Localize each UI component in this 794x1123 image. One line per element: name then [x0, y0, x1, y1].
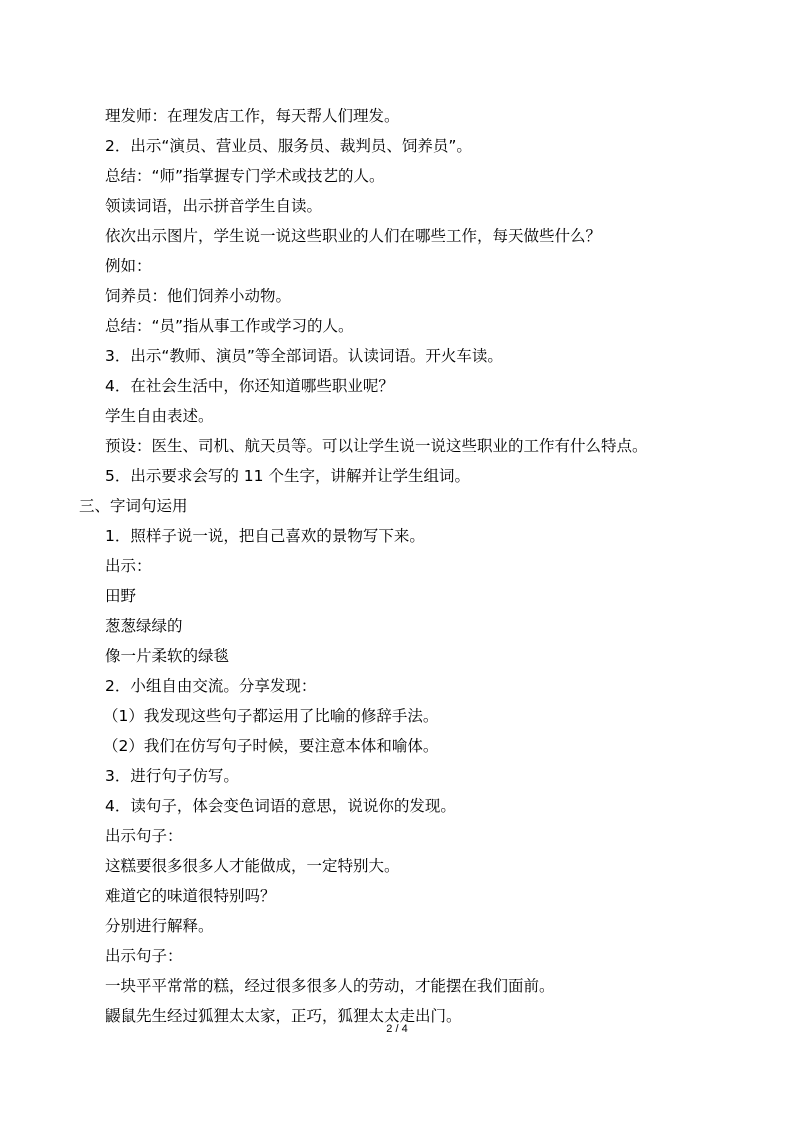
document-body	[0, 103, 794, 1033]
body-line: 出示句子：	[105, 827, 183, 845]
numbered-item: 2．小组自由交流。分享发现：	[105, 677, 317, 695]
numbered-item: 4．读句子，体会变色词语的意思，说说你的发现。	[105, 797, 456, 815]
body-line: 鼹鼠先生经过狐狸太太家，正巧，狐狸太太走出门。	[105, 1007, 462, 1025]
body-line: 这糕要很多很多人才能做成，一定特别大。	[105, 857, 400, 875]
page-number: 2 / 4	[386, 1023, 408, 1035]
body-line: 理发师：在理发店工作，每天帮人们理发。	[105, 107, 400, 125]
numbered-item: 4．在社会生活中，你还知道哪些职业呢？	[105, 377, 394, 395]
numbered-item: 2．出示“演员、营业员、服务员、裁判员、饲养员”。	[105, 137, 472, 155]
body-line: 依次出示图片，学生说一说这些职业的人们在哪些工作，每天做些什么？	[105, 227, 602, 245]
body-line: 总结：“员”指从事工作或学习的人。	[105, 317, 354, 335]
section-heading: 三、字词句运用	[79, 497, 188, 515]
body-line: 田野	[105, 587, 137, 605]
body-line: 饲养员：他们饲养小动物。	[105, 287, 292, 305]
body-line: 领读词语，出示拼音学生自读。	[105, 197, 323, 215]
body-line: 预设：医生、司机、航天员等。可以让学生说一说这些职业的工作有什么特点。	[105, 437, 648, 455]
body-line: 葱葱绿绿的	[105, 617, 183, 635]
body-line: 难道它的味道很特别吗？	[105, 887, 276, 905]
numbered-item: 1．照样子说一说，把自己喜欢的景物写下来。	[105, 527, 425, 545]
body-line: 出示句子：	[105, 947, 183, 965]
numbered-item: 5．出示要求会写的 11 个生字，讲解并让学生组词。	[105, 467, 470, 485]
body-line: 分别进行解释。	[105, 917, 214, 935]
body-line: 像一片柔软的绿毯	[105, 647, 230, 665]
sub-item: （2）我们在仿写句子时候，要注意本体和喻体。	[103, 737, 439, 755]
body-line: 出示：	[105, 557, 152, 575]
sub-item: （1）我发现这些句子都运用了比喻的修辞手法。	[103, 707, 439, 725]
numbered-item: 3．出示“教师、演员”等全部词语。认读词语。开火车读。	[105, 347, 503, 365]
body-line: 一块平平常常的糕，经过很多很多人的劳动，才能摆在我们面前。	[105, 977, 555, 995]
body-line: 学生自由表述。	[105, 407, 214, 425]
body-line: 例如：	[105, 257, 152, 275]
numbered-item: 3．进行句子仿写。	[105, 767, 239, 785]
body-line: 总结：“师”指掌握专门学术或技艺的人。	[105, 167, 385, 185]
